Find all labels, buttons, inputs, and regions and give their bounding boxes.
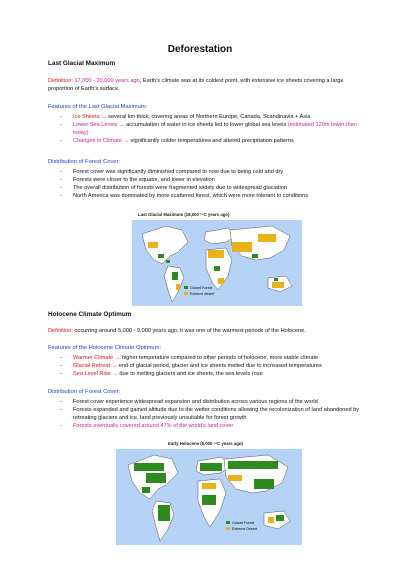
feature-term: Lower Sea Levels xyxy=(73,122,118,128)
page-title: Deforestation xyxy=(167,44,233,55)
arrow-icon: → xyxy=(112,371,118,377)
lgm-features-list xyxy=(60,113,365,145)
lgm-def-label: Definition: xyxy=(48,78,73,84)
feature-term: Changes in Climate xyxy=(73,138,122,144)
arrow-icon: → xyxy=(123,138,129,144)
list-item-text: Forests expanded and gained altitude due to the wetter conditions allowing the recolonization of land abandoned by retreating glaciers and ice, land previously unsuitable for forest growth xyxy=(73,407,360,421)
hco-features-heading: Features of the Holocene Climate Optimum: xyxy=(48,345,162,351)
bullet-marker: - xyxy=(60,114,62,120)
legend-label-desert: Extreme Desert xyxy=(232,527,257,531)
bullet-marker: - xyxy=(60,122,62,128)
list-item-text: Forest cover experience widespread expansion and distribution across various regions of the world xyxy=(73,399,318,405)
lgm-map-caption: Last Glacial Maximum (18,000 ¹⁴C years ago) xyxy=(138,212,230,217)
list-item xyxy=(60,192,365,200)
list-item-text: Forests eventually covered around 47% of the world's land cover xyxy=(73,423,234,429)
list-item-text: North America was dominated by more scattered forest, which were more tolerant to conditions xyxy=(73,193,309,199)
feature-text: due to melting glaciers and ice sheets, the sea levels rose xyxy=(117,371,263,377)
legend-swatch-forest xyxy=(184,286,188,289)
hco-world-map xyxy=(116,449,302,545)
legend-swatch-desert xyxy=(226,527,230,530)
legend-label-forest: Closed Forest xyxy=(190,286,213,290)
feature-text: end of glacial period, glacier and ice sheets melted due to increased temperatures xyxy=(117,363,322,369)
lgm-distribution-list xyxy=(60,168,365,200)
feature-note: (estimated 120m lower than today) xyxy=(73,122,357,136)
bullet-marker: - xyxy=(60,363,62,369)
legend-swatch-desert xyxy=(184,292,188,295)
legend-label-desert: Extreme desert xyxy=(190,292,215,296)
bullet-marker: - xyxy=(60,193,62,199)
bullet-marker: - xyxy=(60,399,62,405)
bullet-marker: - xyxy=(60,407,62,413)
list-item xyxy=(60,121,365,137)
list-item xyxy=(60,406,365,422)
feature-text: higher temperature compared to other periods of holocene, more stable climate xyxy=(120,355,319,361)
lgm-heading: Last Glacial Maximum xyxy=(48,60,116,67)
bullet-marker: - xyxy=(60,177,62,183)
list-item xyxy=(60,398,365,406)
arrow-icon: → xyxy=(119,122,125,128)
legend-swatch-forest xyxy=(226,521,230,524)
list-item xyxy=(60,422,365,430)
hco-distribution-heading: Distribution of Forest Cover: xyxy=(48,389,121,395)
feature-term: Glacial Retreat xyxy=(73,363,110,369)
bullet-marker: - xyxy=(60,423,62,429)
list-item xyxy=(60,362,365,370)
list-item xyxy=(60,370,365,378)
bullet-marker: - xyxy=(60,185,62,191)
lgm-def-text: , Earth's climate was at its coldest point, with extensive ice sheets covering a large proportion of Earth's surface. xyxy=(48,78,344,92)
lgm-def-time: 17,000 - 20,000 years ago xyxy=(74,78,140,84)
feature-term: Ice Sheets xyxy=(73,114,100,120)
feature-text: several km thick, covering areas of Northern Europe, Canada, Scandinavia + Asia xyxy=(106,114,311,120)
bullet-marker: - xyxy=(60,355,62,361)
lgm-definition xyxy=(48,77,368,93)
feature-term: Sea Level Rise xyxy=(73,371,111,377)
bullet-marker: - xyxy=(60,169,62,175)
list-item xyxy=(60,176,365,184)
bullet-marker: - xyxy=(60,138,62,144)
list-item xyxy=(60,168,365,176)
hco-def-label: Definition: xyxy=(48,328,73,334)
list-item xyxy=(60,184,365,192)
legend-label-forest: Closed Forest xyxy=(232,521,255,525)
hco-features-list xyxy=(60,354,365,378)
hco-map-caption: Early Holocene (8,000 ¹⁴C years ago) xyxy=(168,441,243,446)
list-item-text: Forests were closer to the equator, and lower in elevation xyxy=(73,177,215,183)
feature-text: significantly colder temperatures and altered precipitation patterns xyxy=(128,138,294,144)
list-item xyxy=(60,354,365,362)
feature-text: accumulation of water in ice sheets led to lower global sea levels xyxy=(124,122,288,128)
hco-definition xyxy=(48,327,368,335)
lgm-world-map xyxy=(132,220,302,306)
list-item-text: Forest cover was significantly diminished compared to now due to being cold and dry xyxy=(73,169,284,175)
feature-term: Warmer Climate xyxy=(73,355,114,361)
arrow-icon: → xyxy=(101,114,107,120)
list-item xyxy=(60,113,365,121)
lgm-features-heading: Features of the Last Glacial Maximum: xyxy=(48,104,148,110)
list-item-text: The overall distribution of forests were fragmented widely due to widespread glaciation xyxy=(73,185,287,191)
lgm-distribution-heading: Distribution of Forest Cover: xyxy=(48,159,121,165)
hco-heading: Holocene Climate Optimum xyxy=(48,311,132,318)
arrow-icon: → xyxy=(111,363,118,369)
hco-def-text: occurring around 5,000 - 9,000 years ago, it was one of the warmest periods of the Holocene. xyxy=(72,328,306,334)
arrow-icon: → xyxy=(114,355,121,361)
list-item xyxy=(60,137,365,145)
bullet-marker: - xyxy=(60,371,62,377)
hco-distribution-list xyxy=(60,398,365,430)
